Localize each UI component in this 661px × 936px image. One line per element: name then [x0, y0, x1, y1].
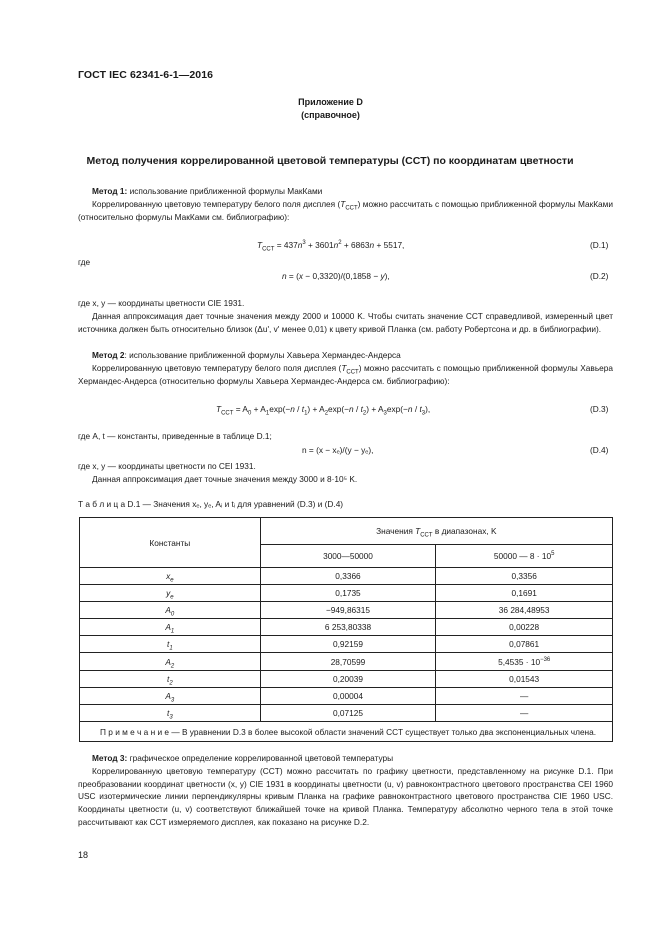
equation-d3: $T_{CCT} = A_0 + A_1\exp(-n / t_1) + A_2\exp(-n / t_2) + A_3\exp(-n / t_3)$,	[216, 404, 431, 417]
table-row: $t_3$ 0,07125 —	[80, 704, 613, 721]
table-row: $A_3$ 0,00004 —	[80, 687, 613, 704]
table-header-range: Значения $T_{CCT}$ в диапазонах, K	[260, 518, 612, 545]
table-row: $x_e$ 0,3366 0,3356	[80, 568, 613, 585]
method1-text-b: ) можно рассчитать с помощью приближенной формулы МакКами (относительно формулы МакКами см. библиографию):	[78, 198, 613, 222]
equation-d1: $T_{CCT} = 437n^3 + 3601n^2 + 6863n + 5517$,	[257, 240, 405, 253]
method2-text-b: ) можно рассчитать с помощью приближенной формулы Хавьера Хермандес-Андерса (относительно формулы Хавьера Хермандес-Андерса см. библиографию):	[78, 362, 613, 386]
method2-label: Метод 2	[92, 350, 125, 360]
method3-text: Коррелированную цветовую температуру (CCT) можно рассчитать по графику цветности, представленному на рисунке D.1. При преобразовании координат цветности (x, y) CIE 1931 в координаты цветности (u, v) равноконтрастного цветового пространства CEI 1960 USC изотермические линии перпендикулярны кривым Планка на графике равноконтрастного цветового пространства CIE 1960 USC. Координаты цветности (u, v) соответствуют ближайшей точке на кривой Планка. Температуру абсолютно черного тела в этой точке рассчитывают как CCT измеряемого дисплея, как показано на рисунке D.2.	[78, 765, 613, 827]
method1-accuracy: Данная аппроксимация дает точные значения между 2000 и 10000 K. Чтобы считать значение CCT справедливой, измеренный цвет источника должен быть относительно близок (Δu', v' менее 0,01) к цвету кривой Планка (см. работу Робертсона и др. в библиографии).	[78, 311, 613, 334]
table-header-constants: Константы	[80, 518, 261, 568]
table-row: $A_1$ 6 253,80338 0,00228	[80, 619, 613, 636]
method3-block	[78, 752, 613, 829]
method2-where-coords: где x, y — координаты цветности по CEI 1931.	[78, 461, 256, 471]
method1-heading: использование приближенной формулы МакКами	[127, 186, 323, 196]
method3-label: Метод 3:	[92, 753, 128, 763]
method2-accuracy: Данная аппроксимация дает точные значения между 3000 и 8·10⁵ K.	[92, 474, 358, 484]
appendix-heading	[0, 96, 661, 122]
constants-table	[79, 517, 613, 742]
equation-d4-number: (D.4)	[590, 445, 609, 455]
standard-header: ГОСТ IEC 62341-6-1—2016	[78, 69, 214, 81]
equation-d2: n = (x − 0,3320)/(0,1858 − y),	[282, 271, 390, 281]
table-row: $y_e$ 0,1735 0,1691	[80, 585, 613, 602]
table-header-range1: 3000—50000	[260, 545, 436, 568]
equation-d3-number: (D.3)	[590, 404, 609, 414]
method1-label: Метод 1:	[92, 186, 128, 196]
section-title: Метод получения коррелированной цветовой температуры (CCT) по координатам цветности	[86, 155, 574, 167]
table-row: $A_0$ −949,86315 36 284,48953	[80, 602, 613, 619]
appendix-title: Приложение D	[298, 97, 363, 107]
method3-heading: графическое определение коррелированной цветовой температуры	[127, 753, 394, 763]
appendix-status: (справочное)	[301, 110, 360, 120]
method2-heading: : использование приближенной формулы Хавьера Хермандес-Андерса	[124, 350, 401, 360]
page-number: 18	[78, 850, 89, 860]
table-note: П р и м е ч а н и е — В уравнении D.3 в более высокой области значений CCT существует только два экспоненциальных члена.	[80, 721, 613, 741]
equation-d1-number: (D.1)	[590, 240, 609, 250]
where-label: где	[78, 257, 91, 267]
table-row: $A_2$ 28,70599 $5,4535 \cdot 10^{-36}$	[80, 653, 613, 670]
table-header-range2: 50000 — $8 \cdot 10^5$	[436, 545, 613, 568]
method2-text-a: Коррелированную цветовую температуру белого поля дисплея (	[92, 362, 342, 373]
equation-d2-number: (D.2)	[590, 271, 609, 281]
method1-text-a: Коррелированную цветовую температуру белого поля дисплея (	[92, 198, 341, 209]
method1-where: где x, y — координаты цветности CIE 1931.	[78, 298, 245, 308]
table-caption: Т а б л и ц а D.1 — Значения xₑ, yₑ, Aᵢ и tᵢ для уравнений (D.3) и (D.4)	[78, 499, 344, 509]
method2-where-constants: где A, t — константы, приведенные в таблице D.1;	[78, 431, 272, 441]
method2-block: Метод 2: использование приближенной формулы Хавьера Хермандес-Андерса Коррелированную цветовую температуру белого поля дисплея $(T_{CCT})$ можно рассчитать с помощью приближенной формулы Хавьера Хермандес-Андерса (относительно формулы Хавьера Хермандес-Андерса см. библиографию):	[78, 350, 613, 386]
equation-d4: n = (x − xₑ)/(y − yₑ),	[302, 445, 374, 455]
table-row: $t_2$ 0,20039 0,01543	[80, 670, 613, 687]
table-row: $t_1$ 0,92159 0,07861	[80, 636, 613, 653]
method1-block: Метод 1: использование приближенной формулы МакКами Коррелированную цветовую температуру белого поля дисплея $(T_{CCT})$ можно рассчитать с помощью приближенной формулы МакКами (относительно формулы МакКами см. библиографию):	[78, 186, 613, 222]
